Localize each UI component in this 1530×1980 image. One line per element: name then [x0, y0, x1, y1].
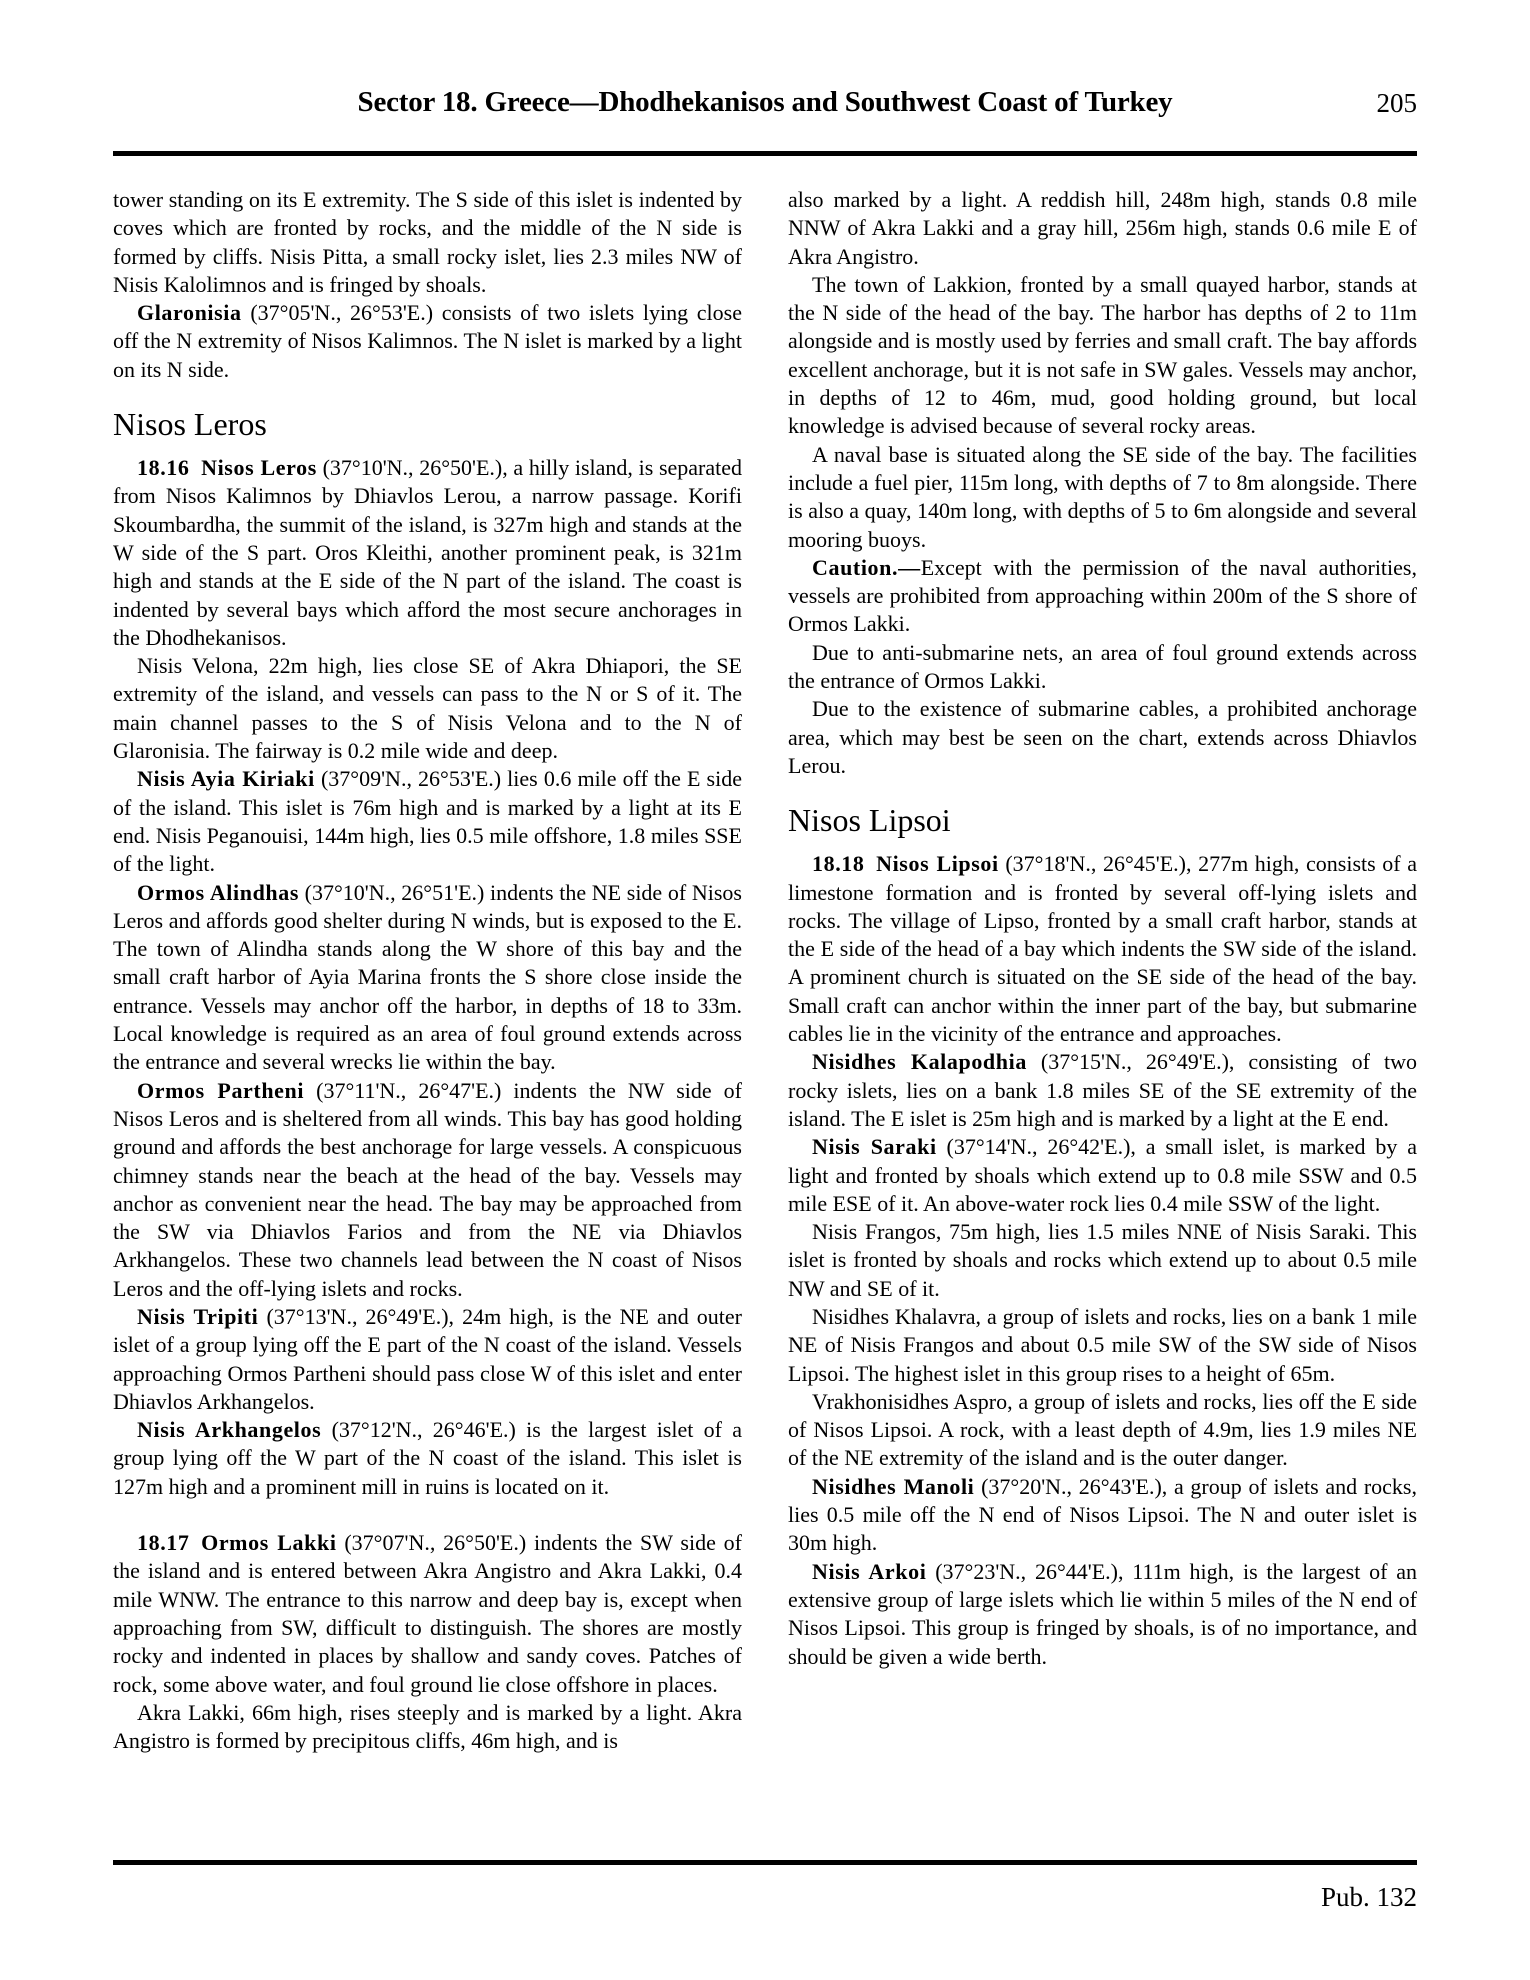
body-text: (37°18'N., 26°45'E.), 277m high, consists of a limestone formation and is fronted by several off-lying islets and rocks. The village of Lipso, fronted by a small craft harbor, stands at the E side of the head of a bay which indents the SW side of the island. A prominent church is situated on the SE side of the head of the bay. Small craft can anchor within the inner part of the bay, but submarine cables lie in the vicinity of the entrance and approaches.: [788, 851, 1417, 1047]
paragraph: [788, 1218, 1417, 1303]
page-number: 205: [1376, 88, 1417, 118]
body-text: (37°15'N., 26°49'E.), consisting of two rocky islets, lies on a bank 1.8 miles SE of the SE extremity of the island. The E islet is 25m high and is marked by a light at the E end.: [788, 1049, 1417, 1131]
body-text: (37°05'N., 26°53'E.) consists of two islets lying close off the N extremity of Nisos Kalimnos. The N islet is marked by a light on its N side.: [113, 300, 742, 382]
paragraph: [113, 1416, 742, 1501]
paragraph: [113, 299, 742, 384]
header-rule: [113, 151, 1417, 156]
body-text: Except with the permission of the naval authorities, vessels are prohibited from approaching within 200m of the S shore of Ormos Lakki.: [788, 554, 1417, 637]
body-text: (37°23'N., 26°44'E.), 111m high, is the largest of an extensive group of large islets which lie within 5 miles of the N end of Nisos Lipsoi. This group is fringed by shoals, is of no importance, and should be given a wide berth.: [788, 1558, 1418, 1669]
paragraph: [788, 639, 1417, 696]
paragraph: [113, 186, 742, 299]
body-text: Vrakhonisidhes Aspro, a group of islets and rocks, lies off the E side of Nisos Lipsoi. A rock, with a least depth of 4.9m, lies 1.9 miles NE of the NE extremity of the island and is the outer danger.: [788, 1388, 1417, 1471]
body-text: (37°20'N., 26°43'E.), a group of islets and rocks, lies 0.5 mile off the N end of Nisos Lipsoi. The N and outer islet is 30m high.: [788, 1473, 1417, 1556]
body-text: tower standing on its E extremity. The S side of this islet is indented by coves which are fronted by rocks, and the middle of the N side is formed by cliffs. Nisis Pitta, a small rocky islet, lies 2.3 miles NW of Nisis Kalolimnos and is fringed by shoals.: [113, 187, 742, 297]
body-text: (37°12'N., 26°46'E.) is the largest islet of a group lying off the W part of the N coast of the island. This islet is 127m high and a prominent mill in ruins is located on it.: [113, 1417, 742, 1499]
paragraph: [788, 1133, 1417, 1218]
body-text: Nisis Frangos, 75m high, lies 1.5 miles NNE of Nisis Saraki. This islet is fronted by shoals and rocks which extend up to about 0.5 mile NW and SE of it.: [788, 1219, 1417, 1301]
body-text: Due to anti-submarine nets, an area of foul ground extends across the entrance of Ormos Lakki.: [788, 639, 1417, 694]
paragraph: [788, 1388, 1417, 1473]
body-text: also marked by a light. A reddish hill, 248m high, stands 0.8 mile NNW of Akra Lakki and a gray hill, 256m high, stands 0.6 mile E of Akra Angistro.: [788, 187, 1417, 269]
page-title: Sector 18. Greece—Dhodhekanisos and Southwest Coast of Turkey: [357, 86, 1173, 118]
paragraph: [788, 554, 1417, 639]
place-name-bold: 18.16: [137, 455, 202, 481]
footer-rule: [113, 1860, 1417, 1865]
place-name-bold: Nisos Leros: [201, 455, 317, 481]
page-content: [113, 186, 1417, 1755]
paragraph: [788, 695, 1417, 780]
paragraph: [113, 1077, 742, 1303]
place-name-bold: Nisidhes Kalapodhia: [812, 1049, 1027, 1075]
place-name-bold: Glaronisia: [137, 300, 242, 326]
place-name-bold: Nisis Saraki: [812, 1134, 937, 1160]
paragraph: [113, 454, 742, 652]
paragraph: [788, 441, 1417, 554]
body-text: Akra Lakki, 66m high, rises steeply and is marked by a light. Akra Angistro is formed by precipitous cliffs, 46m high, and is: [113, 1699, 742, 1754]
place-name-bold: Nisos Lipsoi: [876, 851, 999, 877]
body-text: A naval base is situated along the SE side of the bay. The facilities include a fuel pier, 115m long, with depths of 7 to 8m alongside. There is also a quay, 140m long, with depths of 5 to 6m alongside and several mooring buoys.: [788, 441, 1417, 552]
paragraph: [788, 271, 1417, 441]
place-name-bold: Nisis Arkoi: [812, 1558, 927, 1584]
paragraph: [788, 850, 1417, 1048]
place-name-bold: Nisis Tripiti: [137, 1303, 259, 1329]
paragraph: [788, 1473, 1417, 1558]
body-text: The town of Lakkion, fronted by a small quayed harbor, stands at the N side of the head of the bay. The harbor has depths of 2 to 11m alongside and is mostly used by ferries and small craft. The bay affords excellent anchorage, but it is not safe in SW gales. Vessels may anchor, in depths of 12 to 46m, mud, good holding ground, but local knowledge is advised because of several rocky areas.: [788, 271, 1417, 439]
left-column: [113, 186, 742, 1755]
body-text: (37°07'N., 26°50'E.) indents the SW side of the island and is entered between Akra Angistro and Akra Lakki, 0.4 mile WNW. The entrance to this narrow and deep bay is, except when approaching from SW, difficult to distinguish. The shores are mostly rocky and indented in places by shallow and sandy coves. Patches of rock, some above water, and foul ground lie close offshore in places.: [113, 1530, 743, 1697]
place-name-bold: Nisis Arkhangelos: [137, 1417, 322, 1443]
body-text: (37°10'N., 26°50'E.), a hilly island, is separated from Nisos Kalimnos by Dhiavlos Lerou, a narrow passage. Korifi Skoumbardha, the summit of the island, is 327m high and stands at the W side of the S part. Oros Kleithi, another prominent peak, is 321m high and stands at the E side of the N part of the island. The coast is indented by several bays which afford the most secure anchorages in the Dhodhekanisos.: [113, 455, 743, 650]
place-name-bold: Caution.—: [812, 554, 921, 580]
paragraph: [788, 1048, 1417, 1133]
body-text: (37°14'N., 26°42'E.), a small islet, is marked by a light and fronted by shoals which extend up to 0.8 mile SSW and 0.5 mile ESE of it. An above-water rock lies 0.4 mile SSW of the light.: [788, 1134, 1417, 1216]
paragraph: [113, 765, 742, 878]
paragraph: [113, 1303, 742, 1416]
body-text: Nisidhes Khalavra, a group of islets and rocks, lies on a bank 1 mile NE of Nisis Frangos and about 0.5 mile SW of the SW side of Nisos Lipsoi. The highest islet in this group rises to a height of 65m.: [788, 1303, 1417, 1386]
right-column: [788, 186, 1417, 1755]
section-heading: Nisos Leros: [113, 406, 267, 443]
section-heading: Nisos Lipsoi: [788, 802, 951, 839]
place-name-bold: 18.17: [137, 1530, 202, 1556]
body-text: (37°13'N., 26°49'E.), 24m high, is the NE and outer islet of a group lying off the E part of the N coast of the island. Vessels approaching Ormos Partheni should pass close W of this islet and enter Dhiavlos Arkhangelos.: [113, 1303, 742, 1414]
publication-number: Pub. 132: [1320, 1882, 1417, 1912]
paragraph: [113, 1529, 742, 1699]
body-text: Due to the existence of submarine cables, a prohibited anchorage area, which may best be seen on the chart, extends across Dhiavlos Lerou.: [788, 696, 1417, 778]
body-text: (37°09'N., 26°53'E.) lies 0.6 mile off the E side of the island. This islet is 76m high and is marked by a light at its E end. Nisis Peganouisi, 144m high, lies 0.5 mile offshore, 1.8 miles SSE of the light.: [113, 766, 742, 877]
paragraph: [788, 1303, 1417, 1388]
body-text: (37°11'N., 26°47'E.) indents the NW side of Nisos Leros and is sheltered from all winds. This bay has good holding ground and affords the best anchorage for large vessels. A conspicuous chimney stands near the beach at the head of the bay. Vessels may anchor as convenient near the head. The bay may be approached from the SW via Dhiavlos Farios and from the NE via Dhiavlos Arkhangelos. These two channels lead between the N coast of Nisos Leros and the off-lying islets and rocks.: [113, 1077, 742, 1301]
paragraph: [788, 1558, 1417, 1671]
place-name-bold: Ormos Partheni: [137, 1077, 305, 1103]
page-header: [113, 86, 1417, 126]
body-text: (37°10'N., 26°51'E.) indents the NE side of Nisos Leros and affords good shelter during N winds, but is exposed to the E. The town of Alindha stands along the W shore of this bay and the small craft harbor of Ayia Marina fronts the S shore close inside the entrance. Vessels may anchor off the harbor, in depths of 18 to 33m. Local knowledge is required as an area of foul ground extends across the entrance and several wrecks lie within the bay.: [113, 879, 742, 1075]
paragraph: [113, 652, 742, 765]
place-name-bold: Ormos Lakki: [201, 1530, 337, 1556]
place-name-bold: Nisis Ayia Kiriaki: [137, 766, 315, 792]
place-name-bold: 18.18: [812, 851, 877, 877]
place-name-bold: Nisidhes Manoli: [812, 1473, 975, 1499]
body-text: Nisis Velona, 22m high, lies close SE of Akra Dhiapori, the SE extremity of the island, and vessels can pass to the N or S of it. The main channel passes to the S of Nisis Velona and to the N of Glaronisia. The fairway is 0.2 mile wide and deep.: [113, 653, 742, 764]
paragraph: [788, 186, 1417, 271]
paragraph: [113, 1699, 742, 1756]
place-name-bold: Ormos Alindhas: [137, 879, 299, 905]
paragraph: [113, 879, 742, 1077]
